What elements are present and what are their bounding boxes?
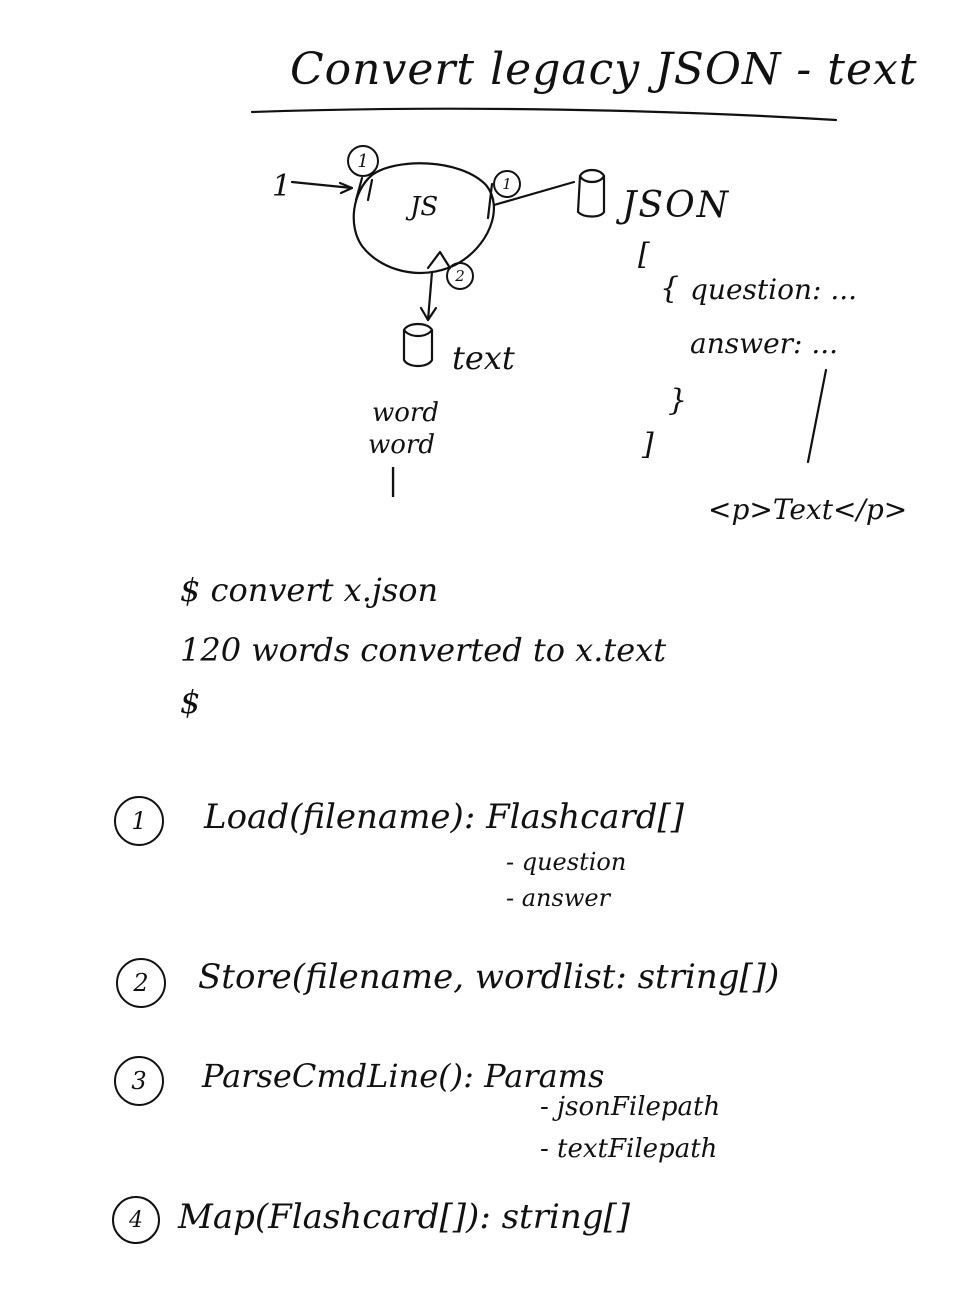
step-number-marker: 3: [114, 1056, 164, 1106]
node-one-label: 1: [272, 169, 292, 204]
html-example: <p>Text</p>: [708, 493, 908, 526]
terminal-line: 120 words converted to x.text: [180, 631, 667, 669]
json-answer-line: answer: ...: [690, 327, 839, 360]
terminal-line: $: [180, 683, 201, 721]
step-detail: - jsonFilepath: [540, 1092, 721, 1122]
json-question-line: question: ...: [690, 273, 858, 306]
step-detail: - question: [506, 848, 627, 876]
step-number-marker: 1: [114, 796, 164, 846]
step-number-marker: 2: [116, 958, 166, 1008]
arrow-text: [428, 272, 432, 320]
step-one-marker: 1: [347, 145, 379, 177]
json-close-brace: }: [668, 383, 688, 418]
step-signature: ParseCmdLine(): Params: [202, 1057, 605, 1095]
json-file-icon: [578, 170, 604, 217]
title-underline: [252, 109, 836, 120]
step-one-marker-right: 1: [493, 170, 521, 198]
word-list-more: |: [388, 463, 399, 498]
json-open-bracket: [: [638, 237, 650, 272]
word-list-item: word: [372, 398, 439, 428]
text-file-icon: [404, 324, 432, 366]
json-label: JSON: [622, 185, 731, 226]
step-signature: Store(filename, wordlist: string[]): [198, 957, 780, 997]
port-bottom: [428, 252, 450, 268]
terminal-line: $ convert x.json: [180, 571, 439, 609]
word-list-item: word: [368, 430, 435, 460]
step-detail: - answer: [506, 884, 611, 912]
step-detail: - textFilepath: [540, 1134, 718, 1164]
step-two-marker: 2: [446, 262, 474, 290]
page-title: Convert legacy JSON - text: [290, 44, 918, 95]
json-to-html-line: [808, 370, 826, 462]
port-left: [356, 178, 372, 200]
step-number-marker: 4: [112, 1196, 160, 1244]
step-signature: Map(Flashcard[]): string[]: [178, 1197, 631, 1237]
text-label: text: [452, 339, 515, 377]
app-label: JS: [410, 192, 439, 222]
json-open-brace: {: [660, 271, 680, 306]
step-signature: Load(filename): Flashcard[]: [204, 797, 685, 837]
json-close-bracket: ]: [642, 427, 654, 462]
